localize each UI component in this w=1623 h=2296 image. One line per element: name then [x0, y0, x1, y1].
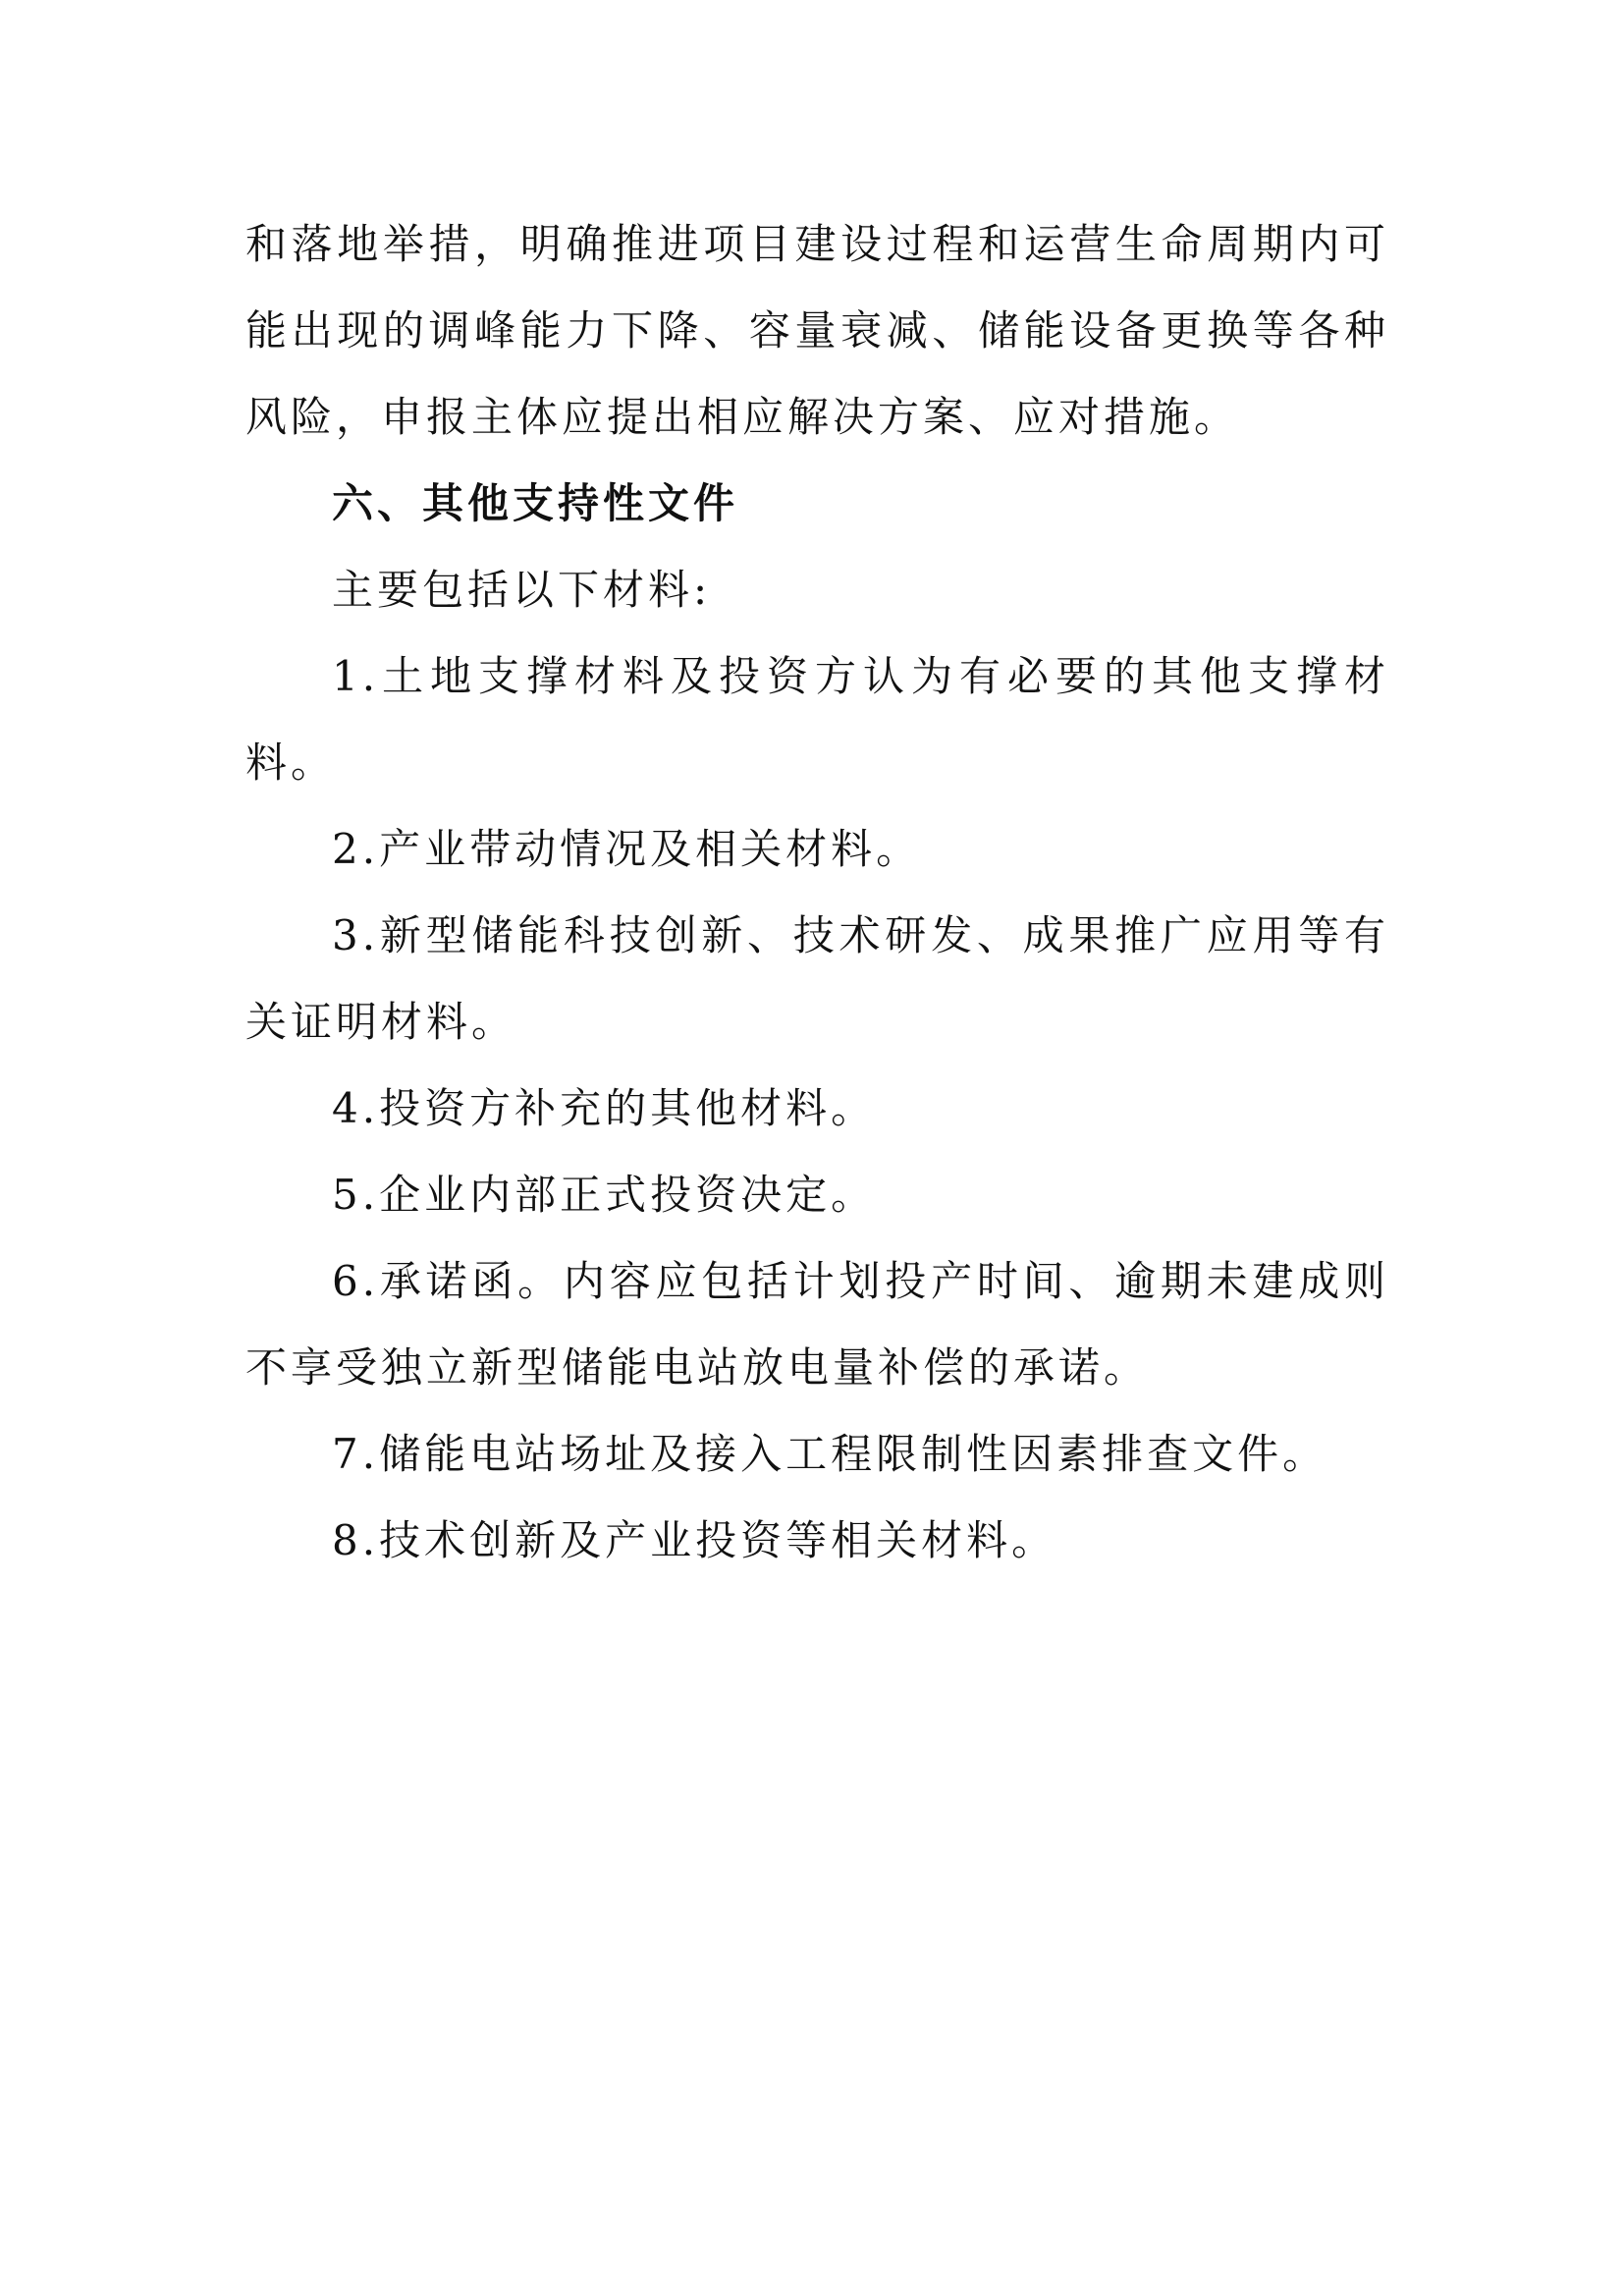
list-item: 3.新型储能科技创新、技术研发、成果推广应用等有关证明材料。: [245, 911, 1389, 1046]
list-item: 8.技术创新及产业投资等相关材料。: [332, 1516, 1057, 1564]
list-item: 5.企业内部正式投资决定。: [332, 1171, 877, 1219]
list-item: 7.储能电站场址及接入工程限制性因素排查文件。: [332, 1430, 1328, 1478]
list-item: 2.产业带动情况及相关材料。: [332, 825, 922, 873]
document-body: [245, 201, 1389, 1584]
list-item: 4.投资方补充的其他材料。: [332, 1084, 877, 1132]
continuation-paragraph: 和落地举措，明确推进项目建设过程和运营生命周期内可能出现的调峰能力下降、容量衰减、储能设备更换等各种风险，申报主体应提出相应解决方案、应对措施。: [245, 220, 1389, 441]
list-item: 6.承诺函。内容应包括计划投产时间、逾期未建成则不享受独立新型储能电站放电量补偿的承诺。: [245, 1257, 1389, 1392]
list-item: 1.土地支撑材料及投资方认为有必要的其他支撑材料。: [245, 652, 1389, 787]
section-heading: 六、其他支持性文件: [332, 479, 739, 527]
intro-paragraph: 主要包括以下材料:: [332, 566, 712, 614]
